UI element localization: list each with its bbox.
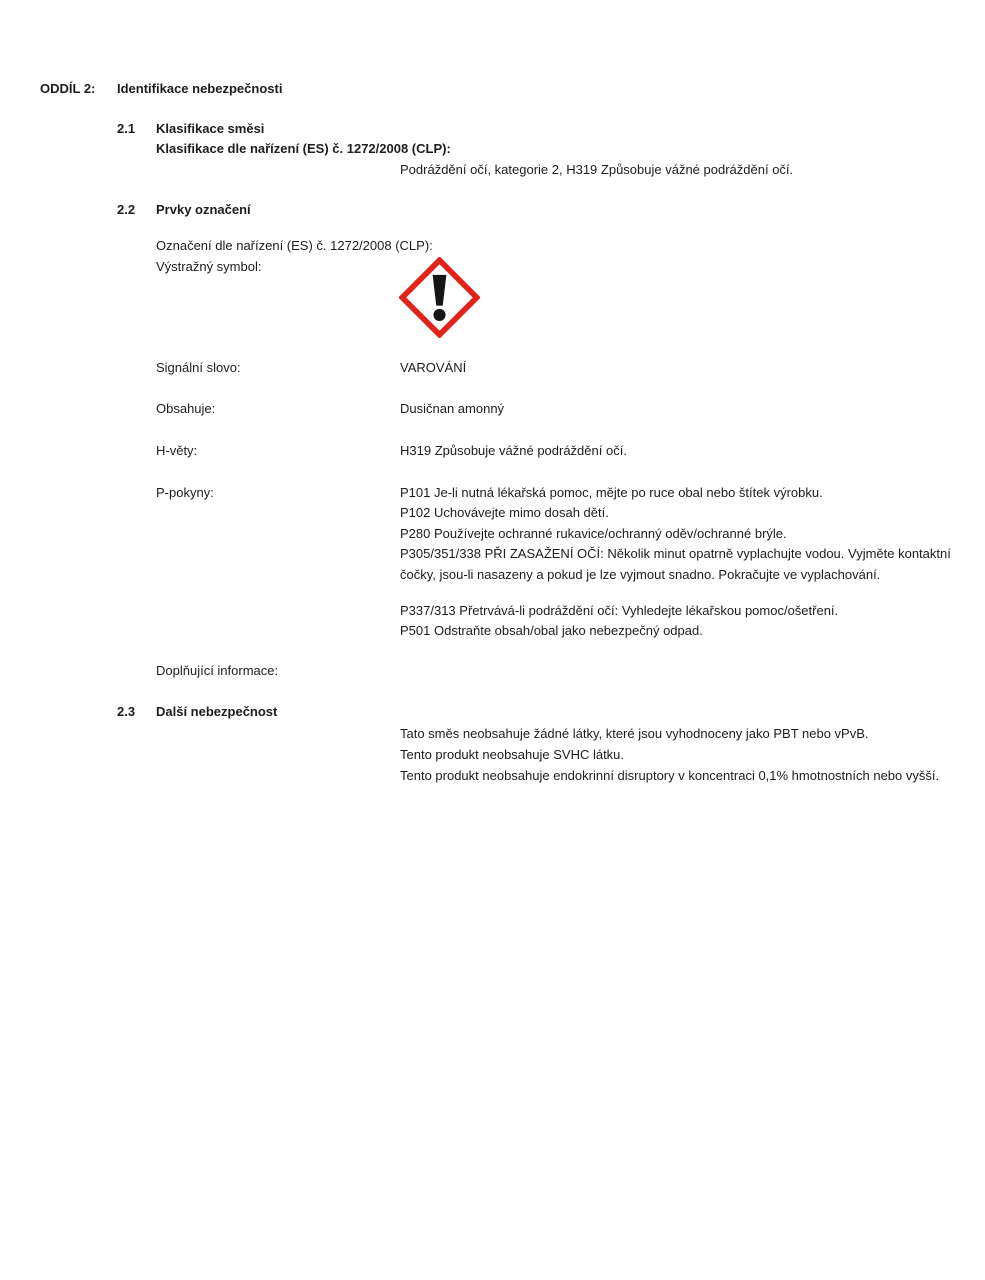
other-hazards-statement: Tato směs neobsahuje žádné látky, které jsou vyhodnoceny jako PBT nebo vPvB. (400, 726, 869, 741)
h-statement: H319 Způsobuje vážné podráždění očí. (400, 443, 627, 458)
warning-symbol-label: Výstražný symbol: (156, 259, 262, 274)
classification-result: Podráždění očí, kategorie 2, H319 Způsobuje vážné podráždění očí. (400, 162, 794, 177)
p-statement: P305/351/338 PŘI ZASAŽENÍ OČÍ: Několik minut opatrně vyplachujte vodou. Vyjměte kontaktní čočky, jsou-li nasazeny a pokud je lze vyjmout snadno. Pokračujte ve vyplachování. (400, 546, 951, 582)
ghs07-exclamation-mark-pictogram-icon (399, 257, 480, 338)
subsection-2-2-title: Prvky označení (156, 202, 251, 217)
other-hazards-statement: Tento produkt neobsahuje SVHC látku. (400, 747, 625, 762)
p-statements-label: P-pokyny: (156, 485, 214, 500)
contains-label: Obsahuje: (156, 401, 216, 416)
signal-word-value: VAROVÁNÍ (400, 360, 467, 375)
additional-info-label: Doplňující informace: (156, 663, 279, 678)
classification-regulation-heading: Klasifikace dle nařízení (ES) č. 1272/2008 (CLP): (156, 141, 451, 156)
h-statements-label: H-věty: (156, 443, 198, 458)
contains-value: Dusičnan amonný (400, 401, 505, 416)
subsection-2-1-title: Klasifikace směsi (156, 121, 265, 136)
section-title: Identifikace nebezpečnosti (117, 81, 283, 96)
section-number: ODDÍL 2: (40, 81, 96, 96)
subsection-2-3-title: Další nebezpečnost (156, 704, 278, 719)
p-statement: P501 Odstraňte obsah/obal jako nebezpečný odpad. (400, 623, 703, 639)
p-statement: P280 Používejte ochranné rukavice/ochranný oděv/ochranné brýle. (400, 525, 787, 541)
other-hazards-block (400, 723, 945, 786)
p-statement: P337/313 Přetrvává-li podráždění očí: Vyhledejte lékařskou pomoc/ošetření. (400, 603, 839, 619)
labeling-regulation-intro: Označení dle nařízení (ES) č. 1272/2008 (CLP): (156, 238, 433, 253)
p-statement: P102 Uchovávejte mimo dosah dětí. (400, 505, 609, 521)
p-statement: P101 Je-li nutná lékařská pomoc, mějte po ruce obal nebo štítek výrobku. (400, 485, 823, 500)
p-statements-block (400, 483, 980, 642)
signal-word-label: Signální slovo: (156, 360, 241, 375)
subsection-2-2-number: 2.2 (117, 202, 136, 217)
subsection-2-1-number: 2.1 (117, 121, 136, 136)
other-hazards-statement: Tento produkt neobsahuje endokrinní disruptory v koncentraci 0,1% hmotnostních nebo vyšší. (400, 768, 940, 783)
subsection-2-3-number: 2.3 (117, 704, 136, 719)
